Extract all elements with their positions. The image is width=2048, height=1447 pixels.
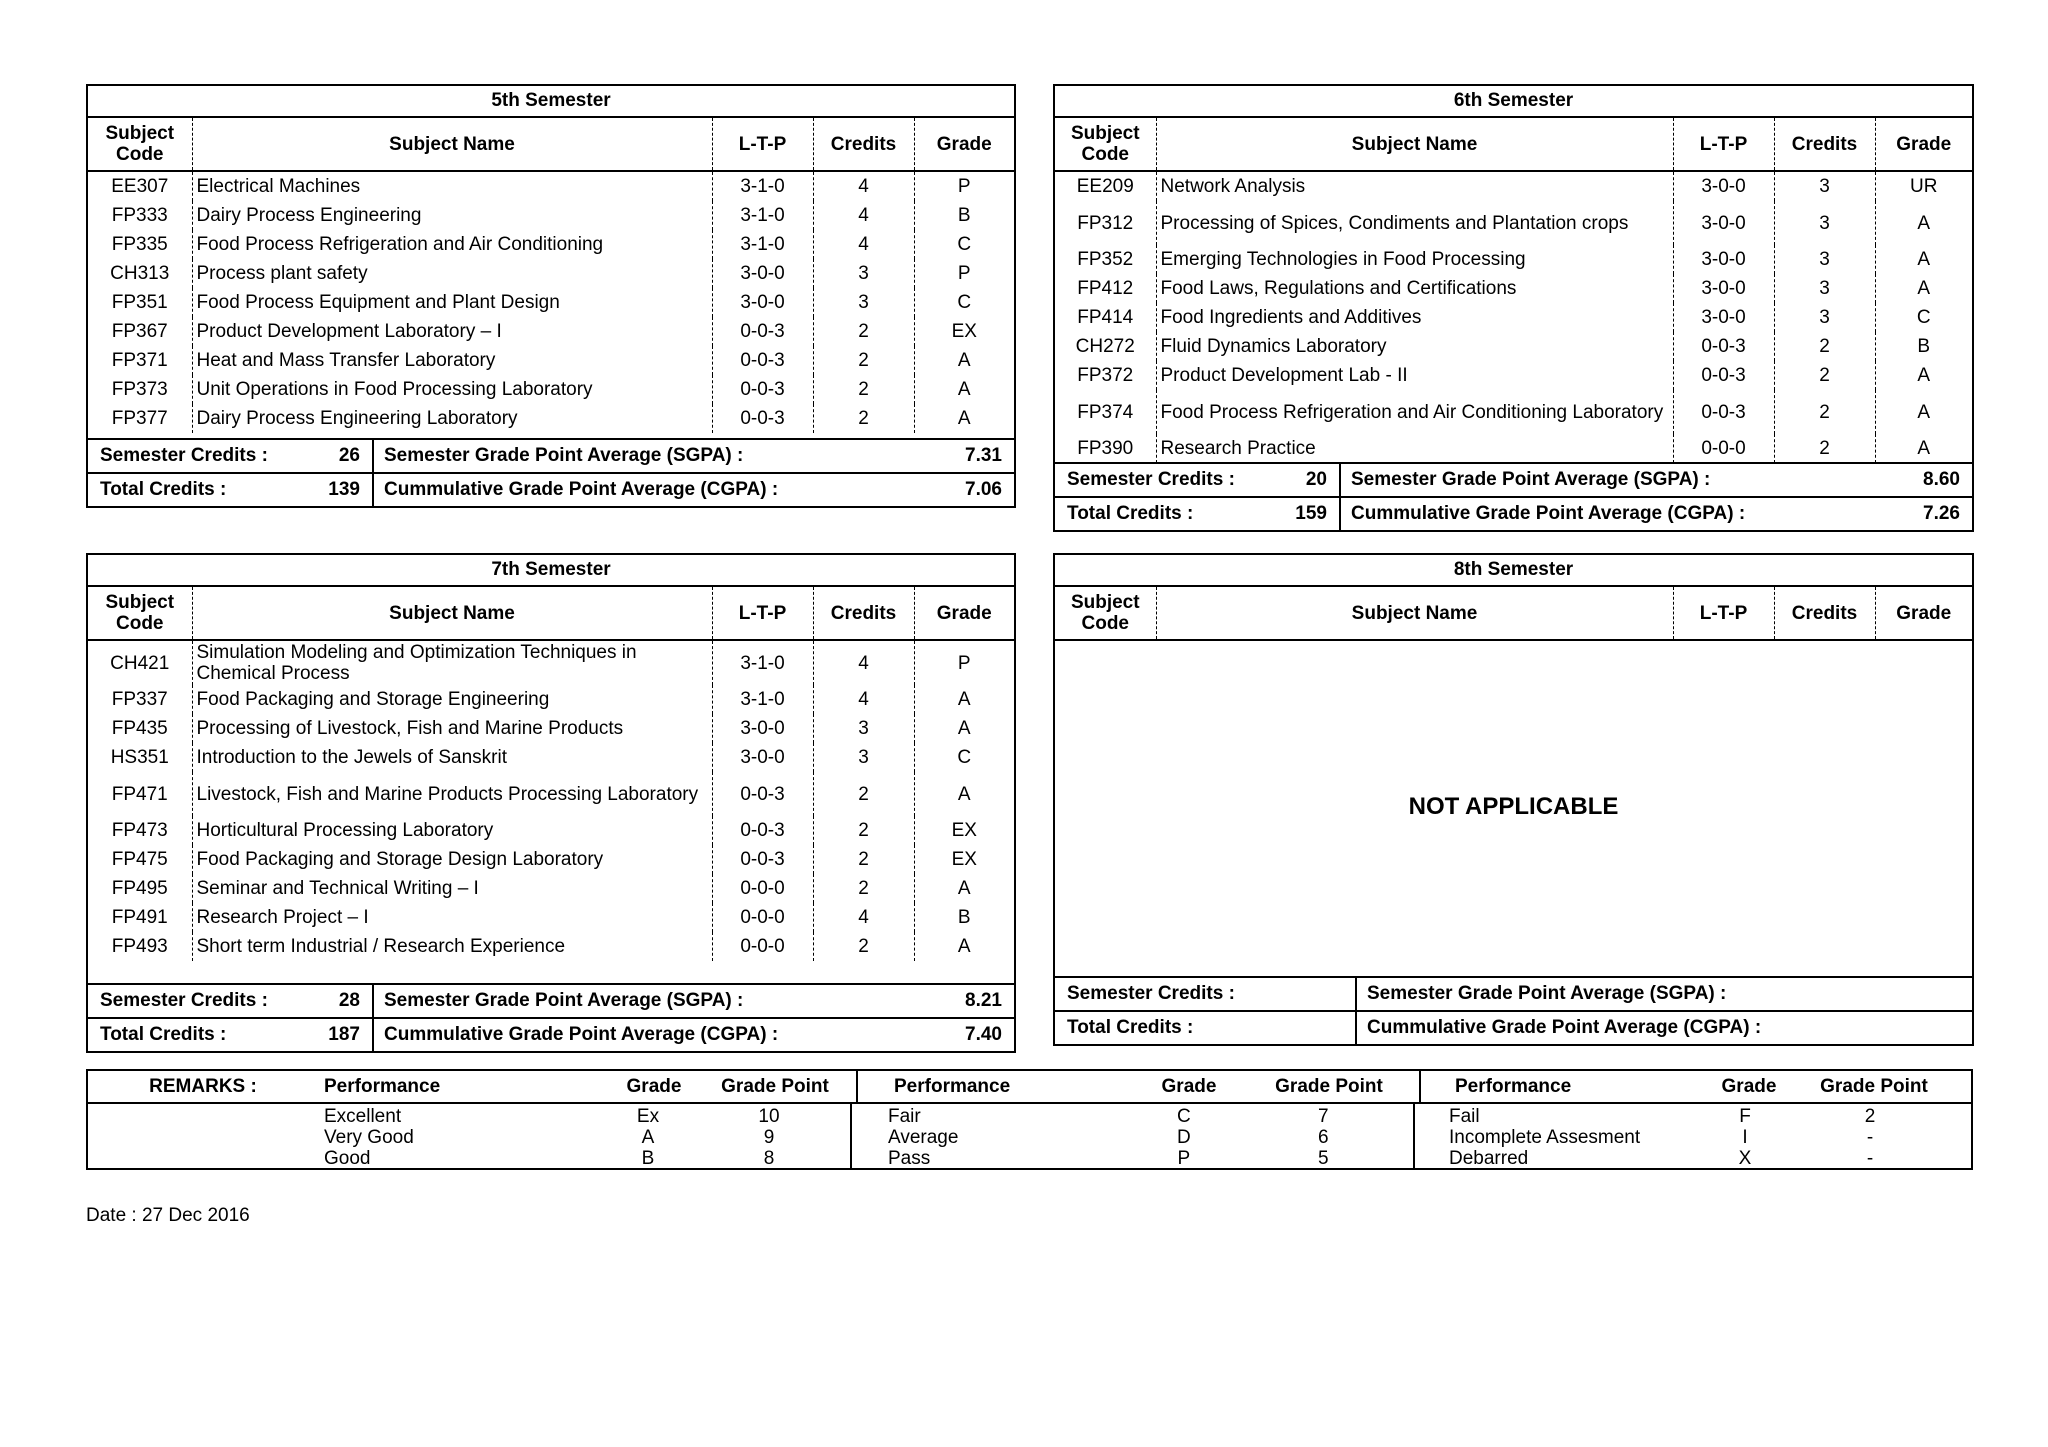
- subject-name-cell: Dairy Process Engineering: [192, 201, 712, 230]
- grade-value: I: [1742, 1127, 1748, 1148]
- credits-cell: 4: [813, 903, 914, 932]
- cgpa-value: 7.40: [965, 1024, 1002, 1045]
- subject-code-cell: FP491: [111, 907, 168, 928]
- semester-table: [1055, 118, 1972, 463]
- performance-header: Performance: [856, 1071, 1139, 1102]
- grade-point-value: 7: [1318, 1106, 1329, 1127]
- subject-name-cell: Food Process Refrigeration and Air Conditioning: [192, 230, 712, 259]
- grade-header: Grade: [1161, 1075, 1217, 1097]
- subject-code-cell: EE307: [111, 176, 169, 197]
- semester-6-panel: [1053, 84, 1974, 532]
- table-row: [88, 171, 1014, 201]
- cgpa-label: Cummulative Grade Point Average (CGPA) :: [384, 479, 779, 500]
- remarks-legend: [86, 1069, 1973, 1170]
- col-subject-code: Subject Code: [1070, 123, 1140, 165]
- ltp-cell: 0-0-0: [712, 903, 813, 932]
- performance-value: Fail: [1449, 1106, 1480, 1127]
- semester-title: 8th Semester: [1055, 555, 1972, 587]
- subject-name-cell: Electrical Machines: [192, 171, 712, 201]
- subject-name-cell: Emerging Technologies in Food Processing: [1156, 245, 1673, 274]
- ltp-cell: 0-0-3: [712, 845, 813, 874]
- grade-cell: EX: [914, 317, 1014, 346]
- grade-value: C: [1177, 1106, 1191, 1127]
- credits-cell: 4: [813, 230, 914, 259]
- table-row: [1055, 274, 1972, 303]
- remarks-label: REMARKS :: [149, 1075, 257, 1097]
- ltp-cell: 3-0-0: [1673, 274, 1774, 303]
- total-credits-value: 187: [328, 1024, 360, 1045]
- grade-point-value: 10: [758, 1106, 780, 1127]
- subject-name-cell: Process plant safety: [192, 259, 712, 288]
- grade-cell: A: [914, 375, 1014, 404]
- credits-cell: 3: [1774, 201, 1875, 245]
- performance-header: Performance: [324, 1075, 441, 1097]
- col-ltp: L-T-P: [712, 587, 813, 640]
- remarks-group: [318, 1104, 850, 1169]
- grade-point-header: Grade Point: [721, 1075, 829, 1097]
- subject-name-cell: Food Process Equipment and Plant Design: [192, 288, 712, 317]
- performance-value: Debarred: [1449, 1148, 1529, 1169]
- ltp-cell: 3-0-0: [712, 743, 813, 772]
- grade-point-value: 8: [763, 1148, 775, 1169]
- ltp-cell: 3-0-0: [1673, 171, 1774, 201]
- grade-cell: B: [1875, 332, 1972, 361]
- subject-name-cell: Network Analysis: [1156, 171, 1673, 201]
- table-row: [1055, 361, 1972, 390]
- credits-cell: 3: [813, 288, 914, 317]
- remarks-group: [850, 1104, 1413, 1169]
- credits-cell: 2: [1774, 390, 1875, 434]
- subject-name-cell: Dairy Process Engineering Laboratory: [192, 404, 712, 433]
- ltp-cell: 3-1-0: [712, 201, 813, 230]
- subject-name-cell: Product Development Laboratory – I: [192, 317, 712, 346]
- semester-table: [88, 587, 1014, 961]
- cgpa-value: 7.06: [965, 479, 1002, 500]
- subject-name-cell: Food Process Refrigeration and Air Conditioning Laboratory: [1156, 390, 1673, 434]
- grade-point-value: 2: [1864, 1106, 1876, 1127]
- col-subject-code: Subject Code: [105, 592, 175, 634]
- table-row: [88, 404, 1014, 433]
- credits-cell: 3: [1774, 274, 1875, 303]
- grade-cell: C: [914, 230, 1014, 259]
- credits-cell: 4: [813, 685, 914, 714]
- grade-point-value: 9: [763, 1127, 775, 1148]
- col-credits: Credits: [1774, 587, 1875, 640]
- grade-value: Ex: [636, 1106, 660, 1127]
- table-row: [88, 375, 1014, 404]
- credits-cell: 3: [813, 714, 914, 743]
- table-row: [1055, 434, 1972, 463]
- performance-value: Very Good: [324, 1127, 414, 1148]
- table-row: [88, 288, 1014, 317]
- subject-name-cell: Food Laws, Regulations and Certifications: [1156, 274, 1673, 303]
- semester-credits-label: Semester Credits :: [1067, 469, 1235, 490]
- subject-code-cell: FP371: [111, 350, 168, 371]
- subject-code-cell: FP337: [111, 689, 168, 710]
- subject-code-cell: FP390: [1077, 438, 1134, 459]
- subject-code-cell: HS351: [110, 747, 169, 768]
- ltp-cell: 0-0-3: [712, 317, 813, 346]
- grade-cell: A: [914, 714, 1014, 743]
- ltp-cell: 3-0-0: [712, 714, 813, 743]
- ltp-cell: 0-0-3: [1673, 361, 1774, 390]
- grade-cell: A: [1875, 245, 1972, 274]
- ltp-cell: 3-0-0: [712, 288, 813, 317]
- subject-code-cell: FP372: [1077, 365, 1134, 386]
- performance-value: Pass: [888, 1148, 931, 1169]
- remarks-header: [88, 1071, 1971, 1104]
- ltp-cell: 0-0-3: [712, 346, 813, 375]
- grade-cell: A: [914, 874, 1014, 903]
- cgpa-label: Cummulative Grade Point Average (CGPA) :: [384, 1024, 779, 1045]
- subject-name-cell: Seminar and Technical Writing – I: [192, 874, 712, 903]
- table-row: [88, 903, 1014, 932]
- subject-code-cell: FP373: [111, 379, 168, 400]
- credits-cell: 3: [1774, 171, 1875, 201]
- ltp-cell: 3-0-0: [1673, 245, 1774, 274]
- table-row: [88, 201, 1014, 230]
- credits-cell: 4: [813, 201, 914, 230]
- issue-date: Date : 27 Dec 2016: [86, 1205, 250, 1226]
- subject-code-cell: CH313: [110, 263, 170, 284]
- performance-header: Performance: [1419, 1071, 1704, 1102]
- semester-rows: [88, 640, 1014, 961]
- total-credits-label: Total Credits :: [100, 479, 227, 500]
- semester-summary: [88, 438, 1014, 506]
- semester-table: [88, 118, 1014, 433]
- col-subject-code: Subject Code: [105, 123, 175, 165]
- subject-name-cell: Processing of Spices, Condiments and Plantation crops: [1156, 201, 1673, 245]
- grade-point-value: 5: [1318, 1148, 1329, 1169]
- grade-cell: C: [914, 743, 1014, 772]
- subject-name-cell: Livestock, Fish and Marine Products Processing Laboratory: [192, 772, 712, 816]
- grade-header: Grade: [1721, 1075, 1777, 1097]
- credits-cell: 2: [813, 874, 914, 903]
- table-row: [1055, 171, 1972, 201]
- semester-summary: [88, 983, 1014, 1051]
- table-row: [88, 714, 1014, 743]
- subject-code-cell: FP335: [111, 234, 168, 255]
- semester-title: 6th Semester: [1055, 86, 1972, 118]
- subject-code-cell: CH272: [1075, 336, 1135, 357]
- table-row: [88, 845, 1014, 874]
- ltp-cell: 3-0-0: [712, 259, 813, 288]
- grade-value: B: [641, 1148, 655, 1169]
- grade-cell: A: [1875, 434, 1972, 463]
- semester-title: 7th Semester: [88, 555, 1014, 587]
- performance-value: Excellent: [324, 1106, 402, 1127]
- grade-point-header: Grade Point: [1820, 1075, 1928, 1097]
- ltp-cell: 3-1-0: [712, 640, 813, 685]
- grade-cell: B: [914, 201, 1014, 230]
- col-subject-name: Subject Name: [1156, 118, 1673, 171]
- ltp-cell: 3-1-0: [712, 685, 813, 714]
- table-row: [88, 874, 1014, 903]
- grade-point-value: 6: [1318, 1127, 1329, 1148]
- grade-value: X: [1738, 1148, 1752, 1169]
- subject-code-cell: FP352: [1077, 249, 1134, 270]
- grade-point-value: -: [1866, 1148, 1874, 1169]
- not-applicable-text: NOT APPLICABLE: [1408, 793, 1619, 820]
- semester-8-panel: [1053, 553, 1974, 1046]
- ltp-cell: 3-1-0: [712, 171, 813, 201]
- subject-name-cell: Unit Operations in Food Processing Laboratory: [192, 375, 712, 404]
- col-subject-name: Subject Name: [192, 118, 712, 171]
- credits-cell: 2: [813, 375, 914, 404]
- subject-code-cell: FP312: [1077, 212, 1134, 234]
- table-row: [88, 346, 1014, 375]
- grade-cell: A: [914, 772, 1014, 816]
- subject-code-cell: FP374: [1077, 401, 1134, 423]
- col-ltp: L-T-P: [712, 118, 813, 171]
- subject-name-cell: Heat and Mass Transfer Laboratory: [192, 346, 712, 375]
- total-credits-value: 159: [1295, 503, 1327, 524]
- subject-name-cell: Product Development Lab - II: [1156, 361, 1673, 390]
- grade-cell: C: [1875, 303, 1972, 332]
- table-row: [88, 230, 1014, 259]
- subject-name-cell: Introduction to the Jewels of Sanskrit: [192, 743, 712, 772]
- semester-credits-value: 20: [1305, 469, 1327, 490]
- semester-summary: [1055, 976, 1972, 1044]
- credits-cell: 4: [813, 640, 914, 685]
- grade-value: F: [1739, 1106, 1751, 1127]
- ltp-cell: 0-0-0: [1673, 434, 1774, 463]
- table-row: [88, 640, 1014, 685]
- sgpa-value: 7.31: [965, 445, 1002, 466]
- credits-cell: 2: [1774, 361, 1875, 390]
- grade-point-header: Grade Point: [1275, 1075, 1383, 1097]
- semester-5-panel: [86, 84, 1016, 508]
- cgpa-label: Cummulative Grade Point Average (CGPA) :: [1367, 1017, 1762, 1038]
- subject-code-cell: FP495: [111, 878, 168, 899]
- total-credits-value: 139: [328, 479, 360, 500]
- sgpa-value: 8.21: [965, 990, 1002, 1011]
- ltp-cell: 3-0-0: [1673, 303, 1774, 332]
- col-credits: Credits: [813, 118, 914, 171]
- col-credits: Credits: [813, 587, 914, 640]
- sgpa-label: Semester Grade Point Average (SGPA) :: [1367, 983, 1727, 1004]
- subject-code-cell: CH421: [110, 652, 170, 674]
- subject-name-cell: Food Packaging and Storage Design Laboratory: [192, 845, 712, 874]
- subject-code-cell: FP367: [111, 321, 168, 342]
- semester-rows: [1055, 171, 1972, 463]
- ltp-cell: 0-0-3: [1673, 332, 1774, 361]
- grade-cell: P: [914, 640, 1014, 685]
- credits-cell: 2: [813, 317, 914, 346]
- subject-name-cell: Processing of Livestock, Fish and Marine Products: [192, 714, 712, 743]
- ltp-cell: 0-0-3: [712, 375, 813, 404]
- subject-code-cell: FP493: [111, 936, 168, 957]
- subject-name-cell: Food Ingredients and Additives: [1156, 303, 1673, 332]
- performance-value: Incomplete Assesment: [1449, 1127, 1641, 1148]
- remarks-group: [1413, 1104, 1971, 1169]
- col-ltp: L-T-P: [1673, 587, 1774, 640]
- credits-cell: 2: [1774, 434, 1875, 463]
- subject-name-cell: Food Packaging and Storage Engineering: [192, 685, 712, 714]
- credits-cell: 4: [813, 171, 914, 201]
- semester-credits-label: Semester Credits :: [100, 445, 268, 466]
- credits-cell: 3: [1774, 303, 1875, 332]
- subject-code-cell: FP377: [111, 408, 168, 429]
- cgpa-label: Cummulative Grade Point Average (CGPA) :: [1351, 503, 1746, 524]
- credits-cell: 3: [1774, 245, 1875, 274]
- table-row: [88, 317, 1014, 346]
- table-row: [88, 743, 1014, 772]
- sgpa-value: 8.60: [1923, 469, 1960, 490]
- subject-code-cell: FP471: [111, 783, 168, 805]
- total-credits-label: Total Credits :: [100, 1024, 227, 1045]
- table-row: [88, 932, 1014, 961]
- performance-value: Average: [888, 1127, 959, 1148]
- sgpa-label: Semester Grade Point Average (SGPA) :: [384, 445, 744, 466]
- grade-cell: P: [914, 171, 1014, 201]
- table-row: [88, 685, 1014, 714]
- performance-value: Good: [324, 1148, 371, 1169]
- subject-code-cell: FP435: [111, 718, 168, 739]
- ltp-cell: 3-0-0: [1673, 201, 1774, 245]
- total-credits-label: Total Credits :: [1067, 503, 1194, 524]
- subject-name-cell: Horticultural Processing Laboratory: [192, 816, 712, 845]
- grade-cell: A: [1875, 201, 1972, 245]
- table-row: [88, 772, 1014, 816]
- performance-value: Fair: [888, 1106, 921, 1127]
- semester-credits-label: Semester Credits :: [100, 990, 268, 1011]
- remarks-body: [88, 1104, 1971, 1169]
- col-grade: Grade: [1875, 118, 1972, 171]
- subject-code-cell: EE209: [1076, 176, 1134, 197]
- table-row: [88, 816, 1014, 845]
- table-row: [1055, 303, 1972, 332]
- subject-code-cell: FP412: [1077, 278, 1134, 299]
- grade-header: Grade: [626, 1075, 682, 1097]
- semester-table: [1055, 587, 1972, 641]
- ltp-cell: 3-1-0: [712, 230, 813, 259]
- col-grade: Grade: [914, 118, 1014, 171]
- ltp-cell: 0-0-3: [712, 772, 813, 816]
- table-row: [88, 259, 1014, 288]
- cgpa-value: 7.26: [1923, 503, 1960, 524]
- sgpa-label: Semester Grade Point Average (SGPA) :: [384, 990, 744, 1011]
- table-row: [1055, 332, 1972, 361]
- col-credits: Credits: [1774, 118, 1875, 171]
- col-subject-code: Subject Code: [1070, 592, 1140, 634]
- subject-code-cell: FP333: [111, 205, 168, 226]
- subject-name-cell: Short term Industrial / Research Experience: [192, 932, 712, 961]
- grade-cell: UR: [1875, 171, 1972, 201]
- grade-value: P: [1177, 1148, 1191, 1169]
- ltp-cell: 0-0-0: [712, 874, 813, 903]
- credits-cell: 2: [813, 404, 914, 433]
- ltp-cell: 0-0-3: [1673, 390, 1774, 434]
- semester-title: 5th Semester: [88, 86, 1014, 118]
- subject-name-cell: Research Practice: [1156, 434, 1673, 463]
- credits-cell: 2: [813, 845, 914, 874]
- credits-cell: 2: [813, 772, 914, 816]
- grade-cell: A: [914, 685, 1014, 714]
- grade-value: A: [641, 1127, 655, 1148]
- subject-code-cell: FP351: [111, 292, 168, 313]
- subject-code-cell: FP414: [1077, 307, 1134, 328]
- grade-cell: A: [1875, 390, 1972, 434]
- semester-credits-label: Semester Credits :: [1067, 983, 1235, 1004]
- subject-code-cell: FP475: [111, 849, 168, 870]
- grade-cell: EX: [914, 816, 1014, 845]
- grade-cell: EX: [914, 845, 1014, 874]
- table-row: [1055, 245, 1972, 274]
- subject-name-cell: Research Project – I: [192, 903, 712, 932]
- subject-name-cell: Fluid Dynamics Laboratory: [1156, 332, 1673, 361]
- grade-cell: A: [914, 932, 1014, 961]
- table-row: [1055, 201, 1972, 245]
- ltp-cell: 0-0-3: [712, 404, 813, 433]
- credits-cell: 2: [813, 816, 914, 845]
- sgpa-label: Semester Grade Point Average (SGPA) :: [1351, 469, 1711, 490]
- semester-summary: [1055, 462, 1972, 530]
- credits-cell: 3: [813, 743, 914, 772]
- semester-credits-value: 28: [338, 990, 360, 1011]
- grade-cell: A: [914, 404, 1014, 433]
- col-grade: Grade: [1875, 587, 1972, 640]
- semester-7-panel: [86, 553, 1016, 1053]
- grade-cell: C: [914, 288, 1014, 317]
- grade-cell: A: [914, 346, 1014, 375]
- ltp-cell: 0-0-0: [712, 932, 813, 961]
- col-grade: Grade: [914, 587, 1014, 640]
- semester-credits-value: 26: [338, 445, 360, 466]
- semester-rows: [88, 171, 1014, 433]
- total-credits-label: Total Credits :: [1067, 1017, 1194, 1038]
- subject-code-cell: FP473: [111, 820, 168, 841]
- credits-cell: 2: [1774, 332, 1875, 361]
- col-subject-name: Subject Name: [1156, 587, 1673, 640]
- credits-cell: 2: [813, 346, 914, 375]
- col-subject-name: Subject Name: [192, 587, 712, 640]
- table-row: [1055, 390, 1972, 434]
- grade-value: D: [1177, 1127, 1191, 1148]
- col-ltp: L-T-P: [1673, 118, 1774, 171]
- grade-cell: A: [1875, 274, 1972, 303]
- credits-cell: 3: [813, 259, 914, 288]
- credits-cell: 2: [813, 932, 914, 961]
- subject-name-cell: Simulation Modeling and Optimization Techniques in Chemical Process: [192, 640, 712, 685]
- grade-cell: B: [914, 903, 1014, 932]
- grade-cell: P: [914, 259, 1014, 288]
- grade-point-value: -: [1866, 1127, 1874, 1148]
- ltp-cell: 0-0-3: [712, 816, 813, 845]
- grade-cell: A: [1875, 361, 1972, 390]
